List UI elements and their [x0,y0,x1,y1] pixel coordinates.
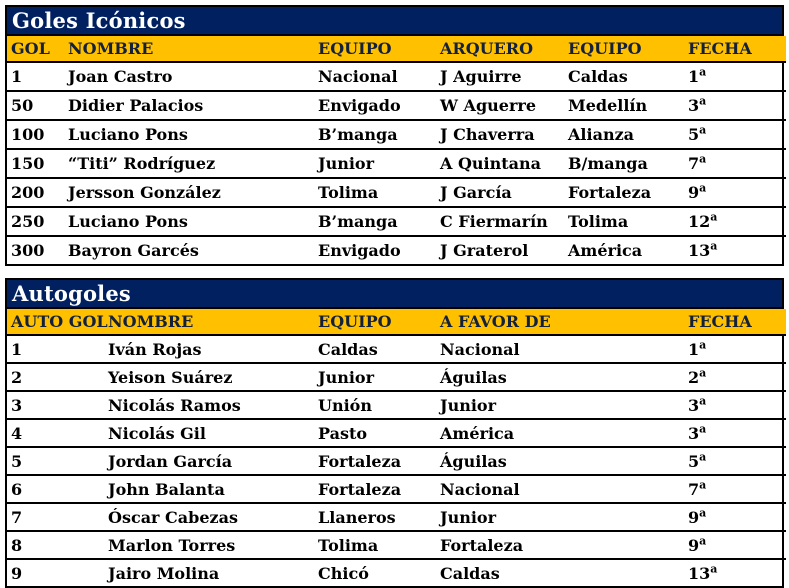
cell-a-favor-de: Junior [436,503,684,531]
cell-equipo-arquero: Caldas [564,62,684,91]
autogoles-header-row [7,309,786,335]
cell-equipo: Nacional [314,62,436,91]
cell-equipo: B’manga [314,120,436,149]
autogoles-grid [7,309,786,586]
column-header-auto-gol: AUTO GOL [7,309,104,335]
ordinal-suffix: a [710,210,718,224]
table-row [7,419,786,447]
cell-arquero: A Quintana [436,149,564,178]
cell-equipo: Envigado [314,91,436,120]
cell-arquero: J García [436,178,564,207]
cell-equipo: Fortaleza [314,447,436,475]
column-header-fecha: FECHA [684,309,786,335]
cell-nombre: Joan Castro [64,62,314,91]
cell-equipo: Envigado [318,241,401,260]
goles-iconicos-grid [7,36,786,264]
cell-nombre: Nicolás Ramos [104,391,314,419]
column-header-equipo-arquero: EQUIPO [564,36,684,62]
goles-iconicos-body [7,62,786,264]
table-row [7,120,786,149]
ordinal-suffix: a [699,94,707,108]
cell-fecha: 9$^a$ [684,503,786,531]
cell-auto-gol: 3 [7,391,104,419]
cell-equipo-arquero: Tolima [564,207,684,236]
table-row [7,62,786,91]
cell-equipo-arquero: Alianza [564,120,684,149]
cell-fecha: 5$^a$ [684,120,786,149]
ordinal-suffix: a [699,65,707,79]
ordinal-suffix: a [699,506,707,520]
cell-arquero: J Aguirre [436,62,564,91]
cell-equipo: Caldas [314,335,436,363]
table-row [7,391,786,419]
ordinal-suffix: a [699,181,707,195]
cell-fecha: 3$^a$ [684,391,786,419]
cell-equipo: Junior [314,149,436,178]
column-header-equipo: EQUIPO [314,309,436,335]
ordinal-suffix: a [699,478,707,492]
table-row [7,559,786,586]
cell-fecha: 9$^a$ [684,531,786,559]
goles-iconicos-table [5,5,784,266]
cell-auto-gol: 2 [7,363,104,391]
cell-fecha: 2$^a$ [684,363,786,391]
cell-equipo: Tolima [314,531,436,559]
column-header-nombre: NOMBRE [104,309,314,335]
cell-nombre: Luciano Pons [64,207,314,236]
cell-fecha: 12$^a$ [684,207,786,236]
cell-nombre: “Titi” Rodríguez [64,149,314,178]
ordinal-suffix: a [699,450,707,464]
goles-iconicos-title: Goles Icónicos [7,7,782,36]
cell-equipo: Chicó [318,563,369,583]
cell-auto-gol: 7 [7,503,104,531]
cell-gol: 250 [7,207,64,236]
cell-a-favor-de: Nacional [436,475,684,503]
cell-a-favor-de: Águilas [436,363,684,391]
cell-nombre: Yeison Suárez [104,363,314,391]
cell-nombre: Luciano Pons [64,120,314,149]
table-row [7,178,786,207]
column-header-gol: GOL [7,36,64,62]
cell-a-favor-de: Nacional [436,335,684,363]
cell-nombre: Jersson González [64,178,314,207]
cell-equipo: B’manga [314,207,436,236]
cell-nombre: John Balanta [104,475,314,503]
table-row [7,475,786,503]
cell-fecha: 7$^a$ [684,475,786,503]
cell-gol: 150 [7,149,64,178]
cell-equipo: Llaneros [314,503,436,531]
cell-arquero: J Graterol [440,241,529,260]
cell-gol: 100 [7,120,64,149]
cell-auto-gol: 5 [7,447,104,475]
cell-fecha: 7$^a$ [684,149,786,178]
cell-gol: 50 [7,91,64,120]
cell-arquero: C Fiermarín [436,207,564,236]
cell-gol: 200 [7,178,64,207]
table-row [7,149,786,178]
cell-nombre: Jordan García [104,447,314,475]
cell-equipo-arquero: Medellín [564,91,684,120]
cell-a-favor-de: Fortaleza [436,531,684,559]
ordinal-suffix: a [699,123,707,137]
column-header-fecha: FECHA [684,36,786,62]
cell-fecha: 13$^a$ [688,562,718,583]
cell-fecha: 3$^a$ [684,91,786,120]
table-row [7,207,786,236]
cell-equipo: Junior [314,363,436,391]
cell-fecha: 1$^a$ [684,62,786,91]
table-row [7,335,786,363]
cell-gol: 300 [11,241,45,260]
ordinal-suffix: a [710,239,718,253]
table-row [7,503,786,531]
column-header-a-favor-de: A FAVOR DE [436,309,684,335]
cell-nombre: Jairo Molina [108,563,220,583]
ordinal-suffix: a [699,366,707,380]
cell-fecha: 5$^a$ [684,447,786,475]
autogoles-table [5,278,784,588]
column-header-nombre: NOMBRE [64,36,314,62]
ordinal-suffix: a [699,152,707,166]
ordinal-suffix: a [710,562,718,576]
table-row [7,91,786,120]
cell-auto-gol: 8 [7,531,104,559]
cell-auto-gol: 4 [7,419,104,447]
cell-nombre: Didier Palacios [64,91,314,120]
cell-fecha: 3$^a$ [684,419,786,447]
cell-fecha: 1$^a$ [684,335,786,363]
cell-nombre: Iván Rojas [104,335,314,363]
cell-fecha: 9$^a$ [684,178,786,207]
cell-auto-gol: 6 [7,475,104,503]
cell-nombre: Bayron Garcés [68,241,199,260]
cell-nombre: Nicolás Gil [104,419,314,447]
cell-equipo: Fortaleza [314,475,436,503]
cell-nombre: Óscar Cabezas [104,503,314,531]
cell-a-favor-de: América [436,419,684,447]
table-row [7,236,786,264]
table-row [7,447,786,475]
cell-equipo: Unión [314,391,436,419]
cell-equipo: Pasto [314,419,436,447]
ordinal-suffix: a [699,422,707,436]
autogoles-title: Autogoles [7,280,782,309]
cell-arquero: W Aguerre [436,91,564,120]
ordinal-suffix: a [699,394,707,408]
table-row [7,363,786,391]
ordinal-suffix: a [699,338,707,352]
cell-a-favor-de: Águilas [436,447,684,475]
cell-auto-gol: 1 [7,335,104,363]
cell-arquero: J Chaverra [436,120,564,149]
cell-equipo-arquero: B/manga [564,149,684,178]
cell-a-favor-de: Caldas [440,563,500,583]
cell-auto-gol: 9 [11,563,23,583]
column-header-equipo: EQUIPO [314,36,436,62]
cell-equipo-arquero: Fortaleza [564,178,684,207]
table-row [7,531,786,559]
ordinal-suffix: a [699,534,707,548]
cell-a-favor-de: Junior [436,391,684,419]
column-header-arquero: ARQUERO [436,36,564,62]
cell-gol: 1 [7,62,64,91]
cell-equipo-arquero: América [568,241,643,260]
cell-fecha: 13$^a$ [688,239,718,260]
autogoles-body [7,335,786,586]
goles-iconicos-header-row [7,36,786,62]
cell-nombre: Marlon Torres [104,531,314,559]
cell-equipo: Tolima [314,178,436,207]
